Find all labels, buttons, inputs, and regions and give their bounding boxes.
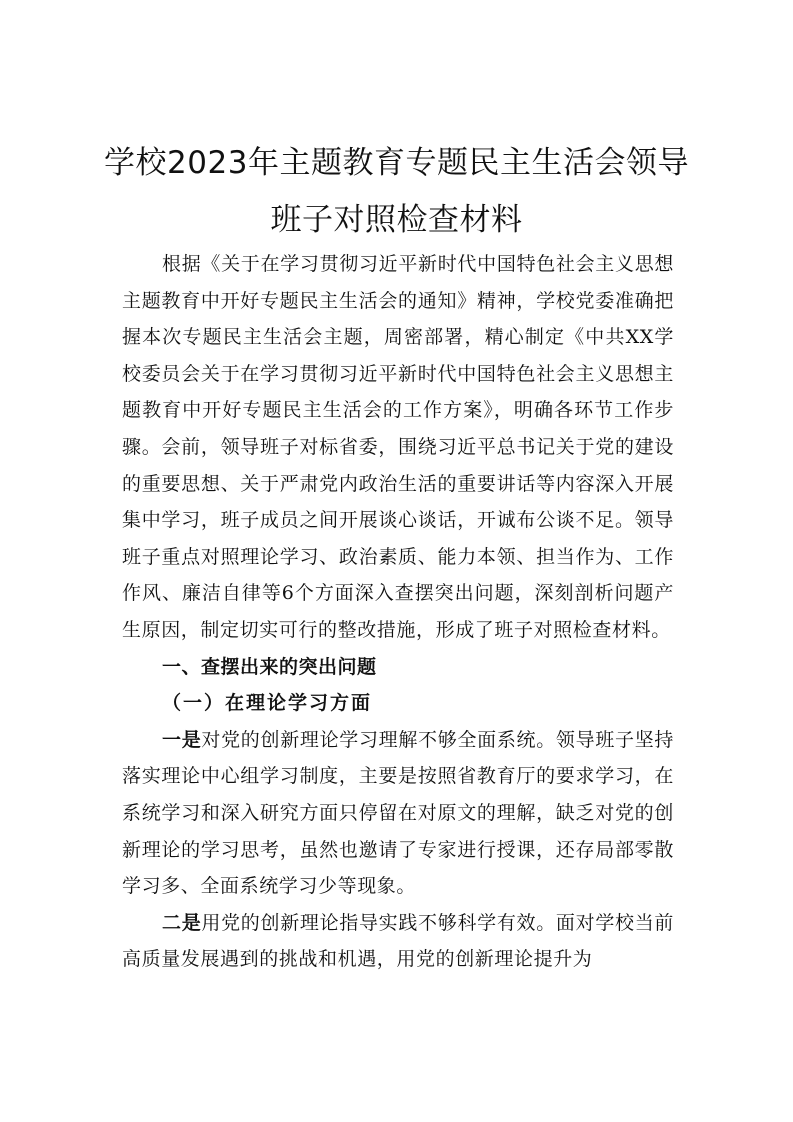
point-one-lead: 一是 (162, 728, 202, 751)
point-two-lead: 二是 (162, 911, 202, 934)
point-two-paragraph (122, 905, 674, 978)
point-one-paragraph (122, 722, 674, 905)
document-body (122, 246, 674, 978)
subsection-heading: （一）在理论学习方面 (162, 692, 373, 715)
document-title-line-2: 班子对照检查材料 (270, 202, 523, 238)
intro-paragraph: 根据《关于在学习贯彻习近平新时代中国特色社会主义思想主题教育中开好专题民主生活会的通知》精神，学校党委准确把握本次专题民主生活会主题，周密部署，精心制定《中共XX学校委员会关于在学习贯彻习近平新时代中国特色社会主义思想主题教育中开好专题民主生活会的工作方案》，明确各环节工作步骤。会前，领导班子对标省委，围绕习近平总书记关于党的建设的重要思想、关于严肃党内政治生活的重要讲话等内容深入开展集中学习，班子成员之间开展谈心谈话，开诚布公谈不足。领导班子重点对照理论学习、政治素质、能力本领、担当作为、工作作风、廉洁自律等6个方面深入查摆突出问题，深刻剖析问题产生原因，制定切实可行的整改措施，形成了班子对照检查材料。 (122, 253, 674, 641)
document-title-line-1: 学校2023年主题教育专题民主生活会领导 (104, 145, 689, 181)
point-two-text: 用党的创新理论指导实践不够科学有效。面对学校当前高质量发展遇到的挑战和机遇，用党的创新理论提升为 (122, 911, 675, 971)
section-heading: 一、查摆出来的突出问题 (162, 655, 377, 678)
point-one-text: 对党的创新理论学习理解不够全面系统。领导班子坚持落实理论中心组学习制度，主要是按照省教育厅的要求学习，在系统学习和深入研究方面只停留在对原文的理解，缺乏对党的创新理论的学习思考，虽然也邀请了专家进行授课，还存局部零散学习多、全面系统学习少等现象。 (122, 728, 675, 898)
